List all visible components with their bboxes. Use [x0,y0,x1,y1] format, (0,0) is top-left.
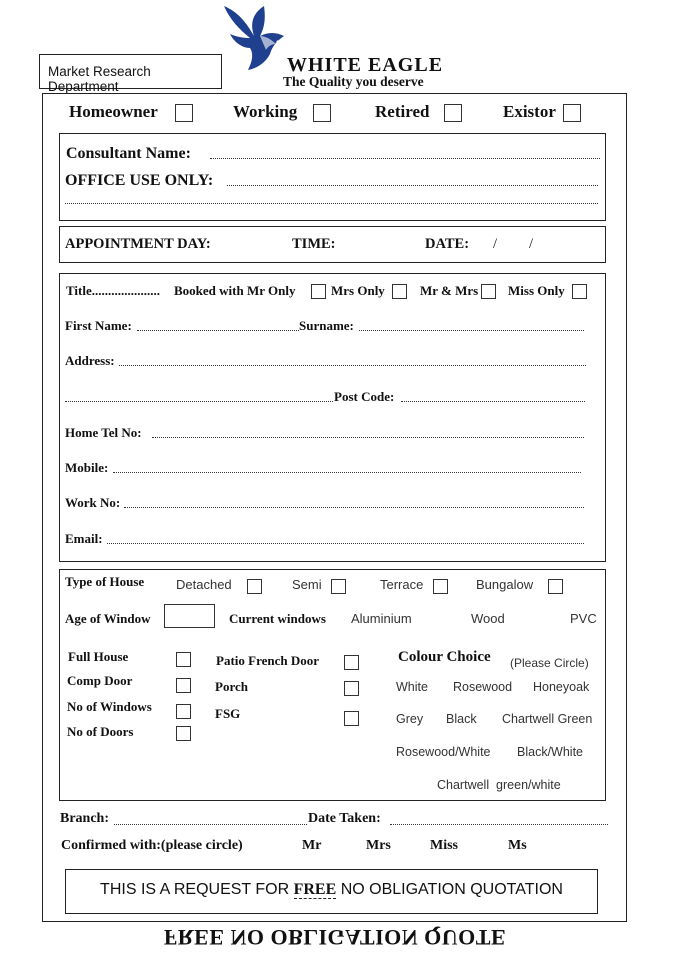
no-of-windows-checkbox[interactable] [176,704,191,719]
colour-black[interactable]: Black [446,712,477,726]
comp-door-checkbox[interactable] [176,678,191,693]
office-use-field[interactable] [227,185,598,186]
full-house-label: Full House [68,649,129,664]
consultant-name-label: Consultant Name: [66,145,191,162]
full-house-checkbox[interactable] [176,652,191,667]
home-tel-label: Home Tel No: [65,425,142,440]
miss-only-checkbox[interactable] [572,284,587,299]
bungalow-checkbox[interactable] [548,579,563,594]
retired-checkbox[interactable] [444,104,462,122]
office-extra-field[interactable] [65,203,598,204]
mobile-label: Mobile: [65,460,109,475]
request-text-free: FREE [293,881,337,898]
house-type-detached: Detached [176,577,232,592]
colour-white[interactable]: White [396,680,428,694]
date-separator: / [493,236,498,252]
first-name-label: First Name: [65,318,132,333]
no-of-windows-label: No of Windows [67,699,152,714]
home-tel-field[interactable] [152,437,584,438]
house-type-terrace: Terrace [380,577,424,592]
appointment-date-label: DATE: [425,236,470,252]
status-homeowner-label: Homeowner [69,102,158,121]
colour-grey[interactable]: Grey [396,712,424,726]
colour-choice-hint: (Please Circle) [510,656,589,670]
material-wood: Wood [471,611,505,626]
mr-mrs-checkbox[interactable] [481,284,496,299]
house-section [59,569,606,801]
terrace-checkbox[interactable] [433,579,448,594]
eagle-logo-icon [220,2,292,74]
no-of-doors-checkbox[interactable] [176,726,191,741]
surname-field[interactable] [359,330,584,331]
house-type-bungalow: Bungalow [476,577,534,592]
department-label: Market Research Department [48,64,151,94]
colour-choice-label: Colour Choice [398,649,491,665]
material-pvc: PVC [570,611,597,626]
current-windows-label: Current windows [229,611,326,626]
status-working-label: Working [233,102,298,121]
status-retired-label: Retired [375,102,430,121]
mr-mrs-label: Mr & Mrs [420,283,479,298]
fsg-label: FSG [215,706,241,721]
title-label: Title..................... [66,283,161,298]
existor-checkbox[interactable] [563,104,581,122]
colour-honeyoak[interactable]: Honeyoak [533,680,590,694]
salutation-mr[interactable]: Mr [302,838,322,853]
brand-tagline: The Quality you deserve [283,74,424,89]
material-aluminium: Aluminium [351,611,412,626]
office-use-label: OFFICE USE ONLY: [65,172,214,189]
first-name-field[interactable] [137,330,299,331]
appointment-time-label: TIME: [292,236,336,252]
appointment-day-label: APPOINTMENT DAY: [65,236,211,252]
salutation-mrs[interactable]: Mrs [366,838,391,853]
type-of-house-label: Type of House [65,574,145,589]
semi-checkbox[interactable] [331,579,346,594]
colour-chartwell-green[interactable]: Chartwell Green [502,712,593,726]
address-field[interactable] [119,365,586,366]
fsg-checkbox[interactable] [344,711,359,726]
mr-only-checkbox[interactable] [311,284,326,299]
branch-field[interactable] [114,824,307,825]
post-code-label: Post Code: [334,389,395,404]
mrs-only-checkbox[interactable] [392,284,407,299]
colour-rosewood[interactable]: Rosewood [453,680,513,694]
colour-chartwell-green-white[interactable]: Chartwell green/white [437,778,561,792]
colour-black-white[interactable]: Black/White [517,745,583,759]
work-no-label: Work No: [65,495,121,510]
date-separator: / [529,236,534,252]
brand-name: WHITE EAGLE [287,54,444,76]
consultant-name-field[interactable] [210,158,600,159]
homeowner-checkbox[interactable] [175,104,193,122]
customer-section [59,273,606,562]
date-taken-label: Date Taken: [308,811,381,826]
age-of-window-input[interactable] [164,604,215,628]
address-line-2-field[interactable] [65,401,333,402]
porch-label: Porch [215,679,248,694]
mirrored-free-quote-banner: FREE NO OBLIGATION QUOTE [163,925,507,950]
work-no-field[interactable] [124,507,584,508]
patio-french-door-label: Patio French Door [216,653,320,668]
mobile-field[interactable] [113,472,581,473]
status-existor-label: Existor [503,102,556,121]
comp-door-label: Comp Door [67,673,133,688]
address-label: Address: [65,353,115,368]
request-text-pre: THIS IS A REQUEST FOR [100,881,290,898]
working-checkbox[interactable] [313,104,331,122]
mrs-only-label: Mrs Only [331,283,385,298]
booked-mr-only-label: Booked with Mr Only [174,283,296,298]
post-code-field[interactable] [401,401,585,402]
request-banner [65,869,598,914]
request-text-post: NO OBLIGATION QUOTATION [340,881,563,898]
email-label: Email: [65,531,103,546]
age-of-window-label: Age of Window [65,611,151,626]
confirmed-with-label: Confirmed with:(please circle) [61,838,243,853]
salutation-ms[interactable]: Ms [508,838,527,853]
detached-checkbox[interactable] [247,579,262,594]
email-field[interactable] [107,543,584,544]
salutation-miss[interactable]: Miss [430,838,458,853]
no-of-doors-label: No of Doors [67,724,134,739]
patio-french-door-checkbox[interactable] [344,655,359,670]
porch-checkbox[interactable] [344,681,359,696]
house-type-semi: Semi [292,577,322,592]
department-box [39,54,222,94]
miss-only-label: Miss Only [508,283,565,298]
surname-label: Surname: [299,318,354,333]
date-taken-field[interactable] [390,824,608,825]
branch-label: Branch: [60,811,109,826]
colour-rosewood-white[interactable]: Rosewood/White [396,745,491,759]
